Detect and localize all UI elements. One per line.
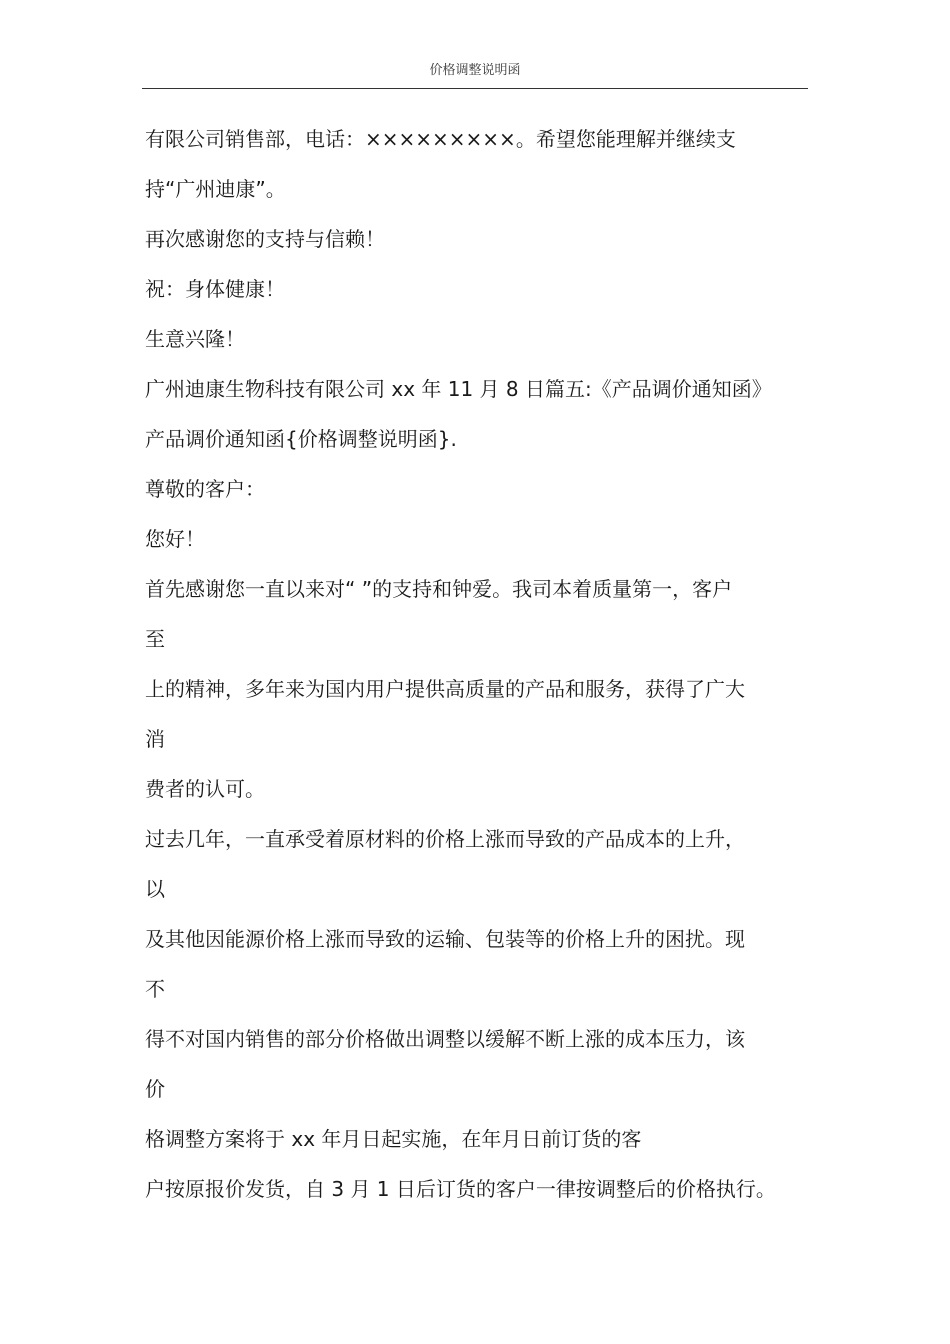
text-line: 您好！ (145, 527, 205, 551)
text-line: 至 (145, 627, 165, 651)
text-line: 及其他因能源价格上涨而导致的运输、包装等的价格上升的困扰。现 (145, 927, 745, 951)
text-line: 过去几年，一直承受着原材料的价格上涨而导致的产品成本的上升， (145, 827, 745, 851)
text-line: 费者的认可。 (145, 777, 265, 801)
text-line: 广州迪康生物科技有限公司 xx 年 11 月 8 日篇五:《产品调价通知函》 (145, 377, 772, 401)
text-line: 首先感谢您一直以来对“ ”的支持和钟爱。我司本着质量第一，客户 (145, 577, 733, 601)
text-line: 产品调价通知函{价格调整说明函}. (145, 427, 457, 451)
text-line: 得不对国内销售的部分价格做出调整以缓解不断上涨的成本压力，该 (145, 1027, 745, 1051)
text-line: 祝：身体健康！ (145, 277, 285, 301)
text-line: 尊敬的客户： (145, 477, 265, 501)
text-line: 持“广州迪康”。 (145, 177, 286, 201)
text-line: 以 (145, 877, 165, 901)
text-line: 有限公司销售部，电话：×××××××××。希望您能理解并继续支 (145, 127, 736, 151)
page-header (142, 62, 808, 89)
text-line: 生意兴隆！ (145, 327, 245, 351)
text-line: 格调整方案将于 xx 年月日起实施，在年月日前订货的客 (145, 1127, 642, 1151)
text-line: 消 (145, 727, 165, 751)
text-line: 价 (145, 1077, 165, 1101)
header-title: 价格调整说明函 (429, 63, 521, 78)
text-line: 户按原报价发货，自 3 月 1 日后订货的客户一律按调整后的价格执行。 (145, 1177, 776, 1201)
text-line: 再次感谢您的支持与信赖！ (145, 227, 385, 251)
document-body (145, 114, 815, 1214)
text-line: 上的精神，多年来为国内用户提供高质量的产品和服务，获得了广大 (145, 677, 745, 701)
text-line: 不 (145, 977, 165, 1001)
